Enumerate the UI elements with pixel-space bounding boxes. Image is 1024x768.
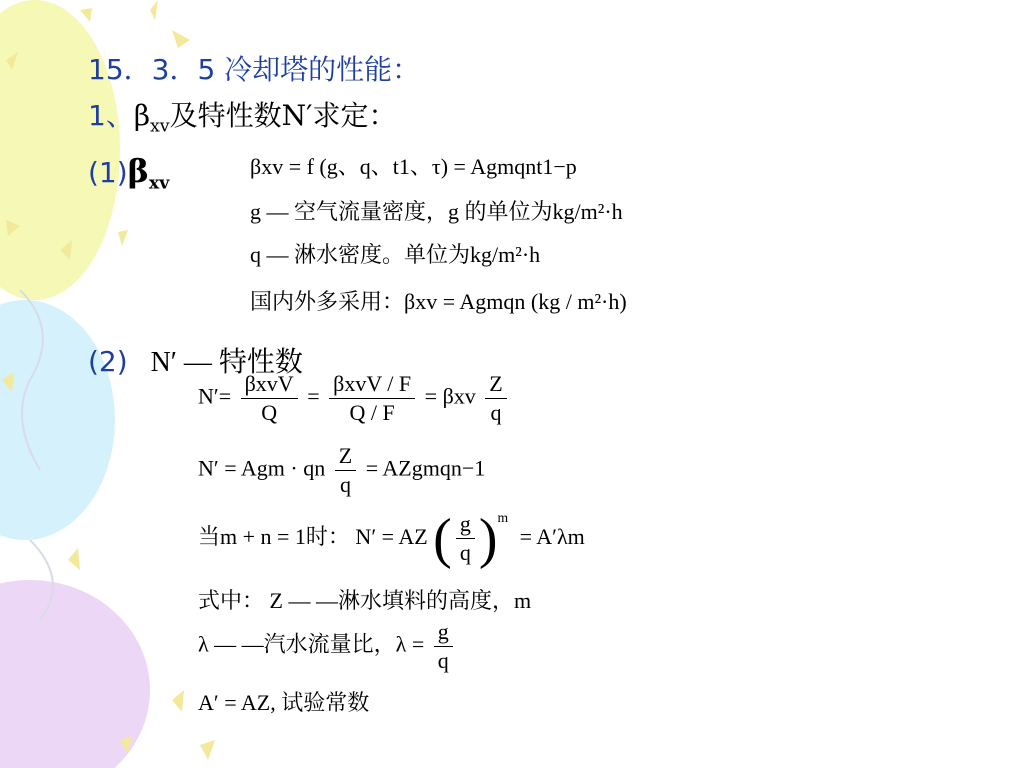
balloon-yellow	[0, 0, 120, 300]
equation-n-prime-3	[198, 507, 585, 570]
eq3-lhs: 当m + n = 1时： N′ = AZ	[198, 524, 428, 549]
numerator: g	[434, 620, 453, 647]
star-shape	[200, 740, 215, 760]
denominator: q	[437, 648, 449, 674]
equation-n-prime-1	[198, 372, 511, 425]
fraction	[485, 372, 506, 425]
equation-n-prime-2	[198, 444, 485, 497]
left-paren: (	[433, 507, 452, 570]
star-shape	[68, 548, 80, 570]
q-definition: q — 淋水密度。单位为kg/m²·h	[250, 242, 541, 267]
numerator: Z	[335, 444, 356, 471]
eq3-rhs: = A′λm	[519, 524, 585, 549]
fraction	[241, 372, 298, 425]
g-definition: g — 空气流量密度，g 的单位为kg/m²·h	[250, 199, 623, 224]
fraction	[329, 372, 415, 425]
denominator: q	[459, 540, 471, 566]
denominator: Q / F	[349, 400, 395, 426]
page-title: 15．3．5 冷却塔的性能：	[88, 53, 421, 86]
denominator: q	[490, 400, 502, 426]
eq2-rhs: = AZgmqn−1	[365, 455, 486, 481]
star-shape	[118, 230, 128, 246]
lambda-text: λ — —汽水流量比，λ =	[198, 631, 425, 657]
beta-symbol: β	[133, 99, 151, 132]
beta-symbol: β	[127, 152, 149, 190]
where-z: 式中： Z — —淋水填料的高度，m	[198, 588, 532, 613]
beta-formula: βxv = f (g、q、t1、τ) = Agmqnt1−p	[250, 154, 577, 179]
star-shape	[150, 0, 158, 20]
fraction	[335, 444, 356, 497]
eq2-lhs: N′ = Agm · qn	[198, 455, 326, 481]
fraction	[434, 620, 453, 673]
eq1-lhs: N′=	[198, 383, 232, 409]
eq1-rhs: = βxv	[424, 383, 476, 409]
equals-sign: =	[307, 383, 320, 409]
section-2-title: N′ — 特性数	[150, 347, 303, 378]
section-2-number: (2)	[88, 345, 128, 378]
where-a: A′ = AZ, 试验常数	[198, 690, 370, 715]
balloon-blue	[0, 300, 115, 540]
right-paren: )	[478, 507, 498, 570]
section-1-number: (1)	[88, 156, 128, 189]
star-shape	[80, 8, 92, 22]
denominator: q	[339, 472, 351, 498]
denominator: Q	[261, 400, 278, 426]
numerator: g	[456, 512, 475, 539]
section-1-label	[88, 152, 169, 194]
beta-subscript: xv	[150, 116, 170, 137]
numerator: βxvV	[241, 372, 298, 399]
exponent: m	[497, 510, 509, 525]
where-lambda	[198, 620, 457, 673]
beta-subscript: xv	[148, 173, 170, 194]
fraction	[456, 512, 475, 565]
item-1-label: 1、	[88, 99, 134, 132]
numerator: Z	[485, 372, 506, 399]
domestic-formula: 国内外多采用：βxv = Agmqn (kg / m²·h)	[250, 289, 627, 314]
item-1-heading	[88, 94, 396, 137]
item-1-text: 及特性数N′求定：	[169, 99, 397, 132]
numerator: βxvV / F	[329, 372, 415, 399]
star-shape	[172, 690, 184, 712]
star-shape	[172, 30, 190, 48]
